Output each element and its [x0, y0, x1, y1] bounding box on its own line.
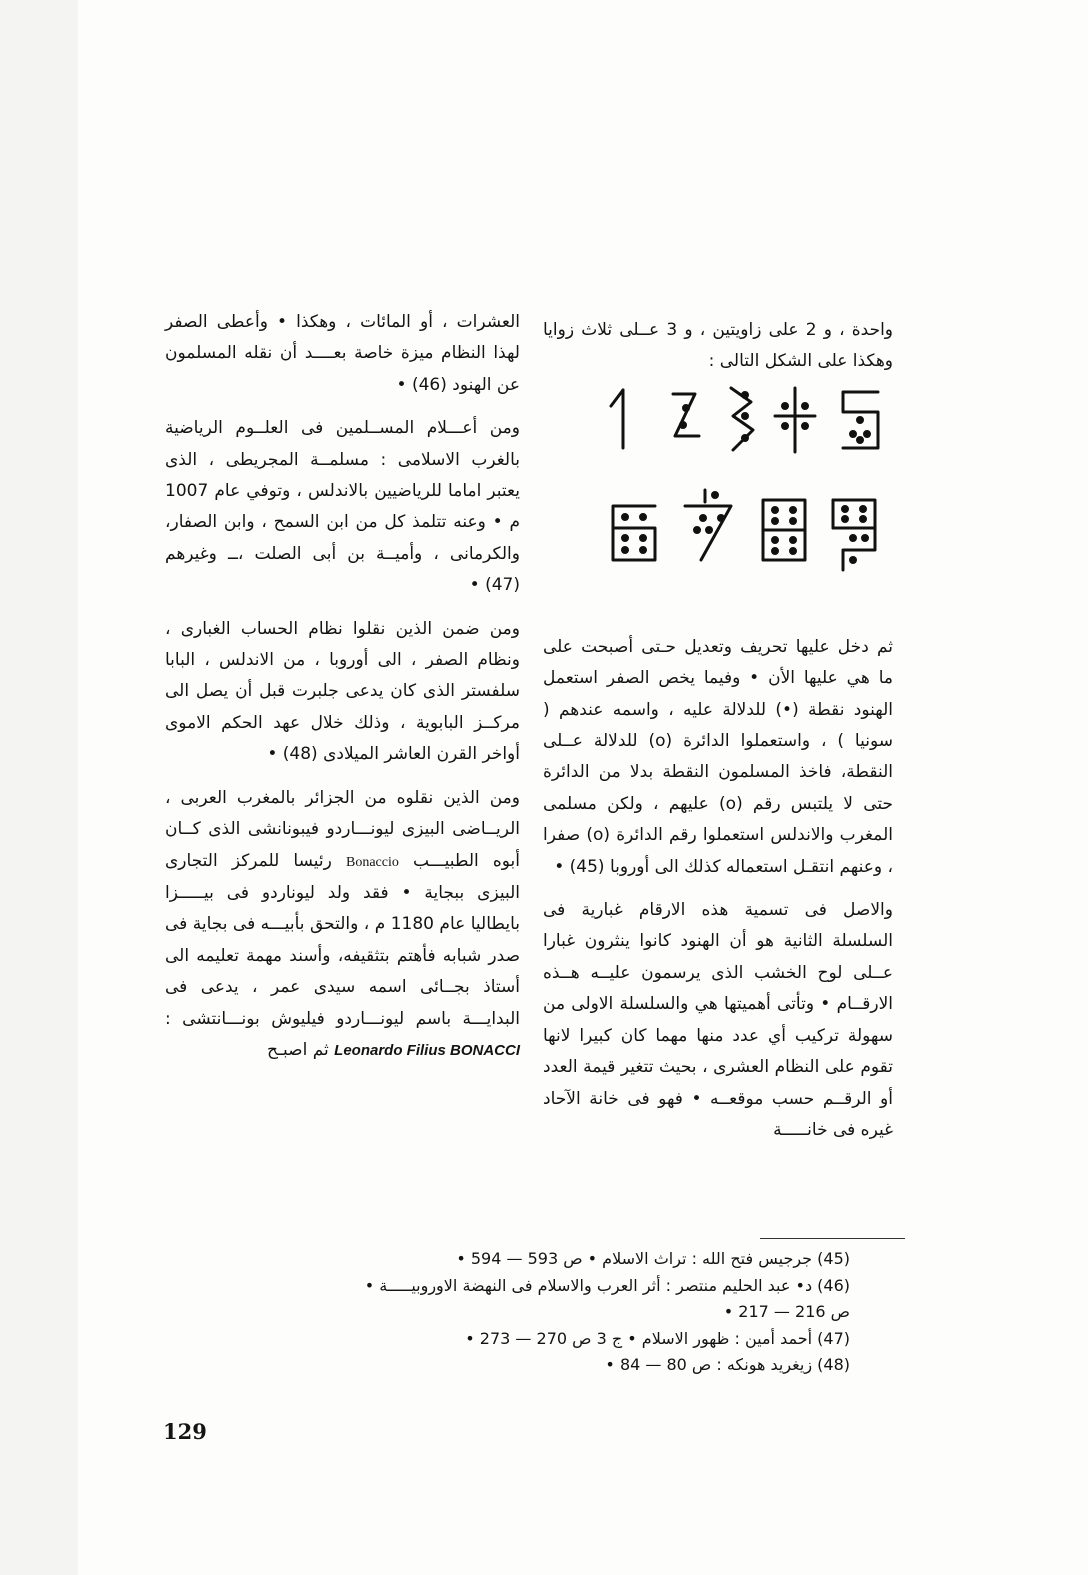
numeral-4-glyph — [775, 388, 815, 452]
numeral-label-1: 1 — [622, 457, 623, 459]
right-intro: واحدة ، و 2 على زاويتين ، و 3 عــلى ثلاث زوايا وهكذا على الشكل التالى : — [543, 320, 894, 372]
numeral-3-glyph — [731, 388, 753, 450]
ghubar-numerals-svg — [603, 378, 893, 628]
footnote-48: (48) زيغريد هونكه : ص 80 — 84 • — [605, 1355, 850, 1375]
footnote-46-text: (46) د• عبد الحليم منتصر : أثر العرب والاسلام فى النهضة الاوروبيـــــة • — [364, 1275, 850, 1295]
footnote-46 — [170, 1273, 850, 1326]
numeral-7-glyph — [685, 490, 731, 560]
right-column — [543, 315, 893, 1146]
numeral-label-8: 8 — [782, 577, 783, 579]
numeral-2-glyph — [673, 394, 699, 436]
numeral-8-glyph — [763, 500, 805, 560]
numeral-label-3: 3 — [742, 457, 743, 459]
ghubar-numerals-figure — [603, 378, 893, 628]
footnotes — [170, 1246, 850, 1379]
right-paragraph-2: والاصل فى تسمية هذه الارقام غبارية فى السلسلة الثانية هو أن الهنود كانوا ينثرون غبارا عــلى لوح الخشب الذى يرسمون عليــه هــذه الارقــام • وتأتى أهميتها هي والسلسلة الاولى من سهولة تركيب أي عدد منها مهما كان كبيرا لانها تقوم على النظام العشرى ، بحيث تتغير قيمة العدد أو الرقــم حسب موقعــه • فهو فى خانة الآحاد غيره فى خانـــــة — [543, 900, 893, 1140]
page-number: 129 — [163, 1419, 207, 1444]
left-paragraph-4b: رئيسا للمركز التجارى البيزى ببجاية • فقد ولد ليوناردو فى بيـــــزا بايطاليا عام 1180 م ، والتحق بأبيـــه فى بجاية فى صدر شبابه فأهتم بتثقيفه، وأسند مهمة تعليمه الى أستاذ بجــائى اسمه سيدى عمر ، يدعى فى البدايـــة باسم ليونـــاردو فيليوش بونـــانتشى : — [165, 850, 520, 1029]
numeral-label-5: 5 — [857, 457, 858, 459]
leonardo-latin-name: Leonardo Filius BONACCI — [334, 1041, 520, 1059]
left-paragraph-2: ومن أعـــلام المســلمين فى العلــوم الرياضية بالغرب الاسلامى : مسلمــة المجريطى ، الذى يعتبر اماما للرياضيين بالاندلس ، وتوفي عام 1007 م • وعنه تتلمذ كل من ابن السمح ، وابن الصفار، والكرمانى ، وأميــة بن أبى الصلت ،ــ وغيرهم (47) • — [165, 418, 520, 596]
left-paragraph-4 — [165, 783, 520, 1067]
numeral-label-4: 4 — [792, 457, 793, 459]
left-paragraph-1: العشرات ، أو المائات ، وهكذا • وأعطى الصفر لهذا النظام ميزة خاصة بعــــد أن نقله المسلمون عن الهنود (46) • — [165, 312, 520, 395]
footnote-45: (45) جرجيس فتح الله : تراث الاسلام • ص 593 — 594 • — [456, 1249, 850, 1268]
left-paragraph-4a: ومن الذين نقلوه من الجزائر بالمغرب العربى ، الريــاضى البيزى ليونـــاردو فيبونانشى الذى كــان أبوه الطبيـــب — [165, 787, 520, 871]
footnote-separator — [760, 1238, 905, 1239]
numeral-label-9: 9 — [852, 577, 853, 579]
left-paragraph-3: ومن ضمن الذين نقلوا نظام الحساب الغبارى ، ونظام الصفر ، الى أوروبا ، من الاندلس ، البابا سلفستر الذى كان يدعى جلبرت قبل أن يصل الى مركــز البابوية ، وذلك خلال عهد الحكم الاموى أواخر القرن العاشر الميلادى (48) • — [165, 618, 520, 765]
left-column — [165, 307, 520, 1066]
bonaccio-latin: Bonaccio — [345, 854, 399, 870]
numeral-9-glyph — [833, 500, 875, 570]
numeral-label-2: 2 — [682, 457, 683, 459]
numeral-5-glyph — [843, 392, 878, 448]
numeral-6-glyph — [613, 506, 655, 560]
footnote-46-continued: ص 216 — 217 • — [723, 1302, 850, 1322]
footnote-47: (47) أحمد أمين : ظهور الاسلام • ج 3 ص 270 — 273 • — [465, 1328, 850, 1348]
right-paragraph-1: ثم دخل عليها تحريف وتعديل حـتى أصبحت على ما هي عليها الأن • وفيما يخص الصفر استعمل الهنود نقطة (•) للدلالة عليه ، واسمه عندهم ( سونيا ) ، واستعملوا الدائرة (o) للدلالة عــلى النقطة، فاخذ المسلمون النقطة بدلا من الدائرة حتى لا يلتبس رقم (o) عليهم ، ولكن مسلمى المغرب والاندلس استعملوا رقم الدائرة (o) صفرا ، وعنهم انتقـل استعماله كذلك الى أوروبا (45) • — [543, 636, 894, 877]
numeral-label-6: 6 — [632, 577, 633, 579]
numeral-1-glyph — [611, 390, 623, 448]
numeral-label-7: 7 — [707, 577, 708, 579]
left-paragraph-4c: ثم اصبـح — [267, 1039, 329, 1060]
